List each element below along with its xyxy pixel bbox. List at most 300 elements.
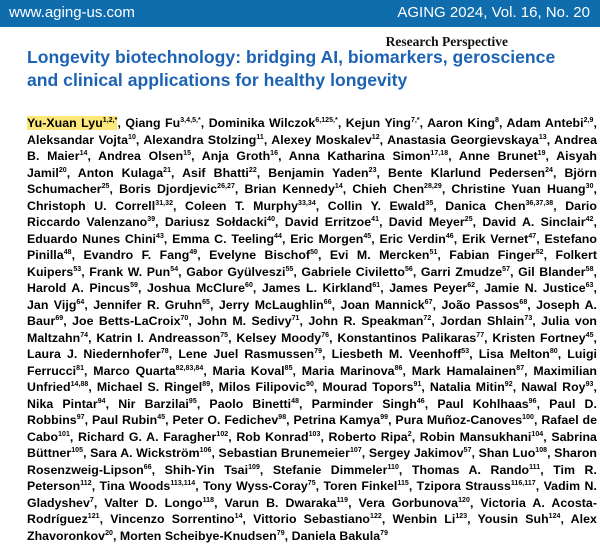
journal-header-bar <box>0 0 600 27</box>
author-affiliation: 123 <box>455 512 468 520</box>
author-name: Coleen T. Murphy <box>185 198 298 213</box>
author-entry <box>27 347 169 361</box>
author-entry <box>83 248 197 262</box>
author-entry <box>125 116 200 130</box>
author-affiliation: 35 <box>425 199 434 207</box>
author-name: Estefano Pinilla <box>27 231 597 262</box>
author-affiliation: 28,29 <box>424 182 442 190</box>
author-affiliation: 58 <box>585 265 594 273</box>
author-name: David A. Sinclair <box>482 215 586 229</box>
author-name: Alexey Moskalev <box>271 132 372 147</box>
author-name: Danica Chen <box>445 198 526 213</box>
author-name: Jennifer R. Gruhn <box>93 297 203 312</box>
author-affiliation: 44 <box>274 232 282 240</box>
author-entry <box>110 512 242 526</box>
author-affiliation: 89 <box>202 380 211 388</box>
author-entry <box>330 248 438 262</box>
author-entry <box>389 281 475 295</box>
author-entry <box>182 166 257 180</box>
author-affiliation: 107 <box>349 446 362 454</box>
author-name: Aaron King <box>427 116 496 130</box>
author-name: Christoph U. Correll <box>27 198 156 213</box>
author-entry <box>27 133 136 147</box>
author-name: Benjamin Yaden <box>268 165 369 180</box>
author-affiliation: 14 <box>334 182 343 190</box>
author-name: Eric Verdin <box>379 231 446 246</box>
author-affiliation: 93 <box>585 380 594 388</box>
author-affiliation: 7,* <box>410 116 420 124</box>
author-entry <box>225 496 349 510</box>
author-name: Frank W. Pun <box>89 264 171 279</box>
author-name: Maximilian Unfried <box>27 363 597 394</box>
author-affiliation: 6,125,* <box>315 116 338 124</box>
author-affiliation: 79 <box>314 347 323 355</box>
author-affiliation: 36,37,38 <box>525 199 554 207</box>
author-entry <box>389 215 473 229</box>
author-affiliation: 19 <box>537 149 546 157</box>
author-affiliation: 16 <box>270 149 279 157</box>
author-name: Evelyne Bischof <box>209 248 311 262</box>
author-affiliation: 7 <box>89 496 94 504</box>
author-entry <box>209 116 338 130</box>
author-name: Jan Vijg <box>27 297 77 312</box>
author-name: Aisyah Jamil <box>27 149 597 180</box>
author-entry <box>93 364 203 378</box>
author-name: Richard G. A. Faragher <box>77 429 217 444</box>
author-affiliation: 64 <box>76 298 85 306</box>
author-affiliation: 33,34 <box>298 199 316 207</box>
article-type: Research Perspective <box>385 34 508 49</box>
author-affiliation: 98 <box>278 413 287 421</box>
author-name: Bente Klarlund Pedersen <box>388 165 546 180</box>
author-entry <box>98 149 191 163</box>
author-affiliation: 45 <box>157 413 166 421</box>
author-affiliation: 111 <box>529 463 541 471</box>
author-entry <box>271 133 379 147</box>
author-affiliation: 72 <box>423 314 432 322</box>
author-affiliation: 26,27 <box>217 182 235 190</box>
author-name: John R. Speakman <box>308 314 424 328</box>
author-affiliation: 92 <box>504 380 513 388</box>
author-affiliation: 63 <box>585 281 594 289</box>
author-affiliation: 48 <box>291 397 300 405</box>
author-entry <box>197 314 299 328</box>
author-affiliation: 49 <box>189 248 198 256</box>
author-affiliation: 81 <box>76 364 85 372</box>
author-entry <box>445 199 553 213</box>
author-affiliation: 106 <box>199 446 212 454</box>
author-entry <box>143 133 263 147</box>
author-name: Alexandra Stolzing <box>143 132 257 147</box>
author-affiliation: 21 <box>163 166 172 174</box>
author-name: Lisa Melton <box>478 347 550 361</box>
author-name: Gabor Gyülveszi <box>186 264 286 279</box>
author-entry <box>27 397 106 411</box>
author-entry <box>262 281 380 295</box>
author-name: Anne Brunet <box>458 149 538 163</box>
author-name: Nika Pintar <box>27 396 98 411</box>
author-affiliation: 13 <box>538 133 547 141</box>
author-entry <box>430 380 513 394</box>
author-name: Qiang Fu <box>125 116 181 130</box>
author-affiliation: 90 <box>306 380 314 388</box>
author-name: Andrea B. Maier <box>27 132 597 163</box>
journal-citation: AGING 2024, Vol. 16, No. 20 <box>397 4 590 21</box>
author-affiliation: 62 <box>467 281 476 289</box>
author-entry <box>172 413 286 427</box>
author-name: Pura Muñoz-Canoves <box>395 413 523 427</box>
author-affiliation: 56 <box>404 265 413 273</box>
author-name: Paul Rubin <box>91 413 158 427</box>
author-name: James L. Kirkland <box>261 281 373 295</box>
author-affiliation: 120 <box>458 496 470 504</box>
author-affiliation: 52 <box>535 248 544 256</box>
author-entry <box>346 116 420 130</box>
author-name: Joshua McClure <box>146 281 245 295</box>
author-name: Anja Groth <box>201 149 271 163</box>
author-affiliation: 87 <box>516 364 525 372</box>
author-entry <box>427 116 499 130</box>
author-name: Jamie N. Justice <box>484 281 586 295</box>
author-entry <box>72 314 188 328</box>
author-name: Milos Filipovic <box>218 380 307 394</box>
author-affiliation: 119 <box>336 496 349 504</box>
author-name: Lene Juel Rasmussen <box>178 347 315 361</box>
author-name: Gabriele Civiletto <box>301 264 405 279</box>
author-name: Konstantinos Palikaras <box>337 330 477 345</box>
article-title: Longevity biotechnology: bridging AI, biomarkers, geroscience and clinical applications for healthy longevity <box>27 47 556 90</box>
author-name: João Passos <box>441 297 520 312</box>
author-name: Yu-Xuan Lyu <box>27 116 103 130</box>
author-entry <box>518 265 593 279</box>
author-entry <box>441 298 527 312</box>
author-affiliation: 65 <box>202 298 210 306</box>
author-name: Eduardo Nunes Chini <box>27 231 157 246</box>
author-name: Peter O. Fedichev <box>172 413 279 427</box>
author-entry <box>27 199 173 213</box>
author-affiliation: 113,114 <box>170 479 196 487</box>
author-name: Mourad Topors <box>322 380 414 394</box>
author-entry <box>27 116 117 130</box>
author-entry <box>412 463 540 477</box>
author-name: Roberto Ripa <box>328 429 408 444</box>
author-name: Evandro F. Fang <box>83 248 190 262</box>
author-name: Wenbin Li <box>392 512 456 526</box>
author-name: Asif Bhatti <box>182 165 249 180</box>
author-name: Jerry McLaughlin <box>218 297 324 312</box>
author-name: Paolo Binetti <box>209 396 292 411</box>
author-name: Victoria A. Acosta-Rodríguez <box>27 495 597 526</box>
author-affiliation: 39 <box>147 215 156 223</box>
author-entry <box>308 314 431 328</box>
author-affiliation: 46 <box>416 397 425 405</box>
author-affiliation: 1,2,* <box>102 116 118 124</box>
author-entry <box>459 149 546 163</box>
author-affiliation: 118 <box>202 496 215 504</box>
author-name: Björn Schumacher <box>27 165 597 196</box>
author-name: Petrina Kamya <box>293 413 381 427</box>
author-entry <box>219 446 362 460</box>
author-affiliation: 14,88 <box>70 380 89 388</box>
author-affiliation: 110 <box>387 463 399 471</box>
author-name: Anton Kulaga <box>77 165 164 180</box>
author-name: Stefanie Dimmeler <box>272 462 388 477</box>
author-entry <box>301 265 412 279</box>
author-name: Anna Katharina Simon <box>288 149 431 163</box>
author-affiliation: 55 <box>285 265 294 273</box>
author-name: Emma C. Teeling <box>172 231 275 246</box>
author-affiliation: 69 <box>55 314 64 322</box>
author-name: Chieh Chen <box>352 182 425 196</box>
author-name: Tony Wyss-Coray <box>203 479 308 493</box>
author-entry <box>165 463 260 477</box>
author-affiliation: 14 <box>234 512 243 520</box>
author-entry <box>213 364 293 378</box>
author-name: Andrea Olsen <box>98 149 184 163</box>
author-entry <box>440 314 532 328</box>
author-affiliation: 50 <box>310 248 318 256</box>
author-affiliation: 79 <box>276 529 285 537</box>
author-entry <box>482 215 593 229</box>
author-name: Vadim N. Gladyshev <box>27 479 597 510</box>
author-entry <box>209 397 299 411</box>
author-name: Shih-Yin Tsai <box>164 462 249 477</box>
author-name: Joseph A. Baur <box>27 297 598 328</box>
author-entry <box>100 479 196 493</box>
author-entry <box>78 430 228 444</box>
author-name: David Erritzoe <box>284 215 372 229</box>
author-entry <box>186 265 293 279</box>
author-name: Shan Luo <box>478 446 536 460</box>
author-name: Fabian Finger <box>449 248 536 262</box>
author-name: Morten Scheibye-Knudsen <box>119 528 277 543</box>
journal-website[interactable]: www.aging-us.com <box>9 4 135 21</box>
author-entry <box>253 512 382 526</box>
author-name: Kelsey Moody <box>236 330 322 345</box>
author-affiliation: 75 <box>220 331 229 339</box>
author-affiliation: 11 <box>256 133 264 141</box>
author-entry <box>209 248 318 262</box>
author-entry <box>352 182 441 196</box>
author-entry <box>219 380 314 394</box>
author-name: Tim R. Peterson <box>27 462 597 493</box>
author-name: Dario Riccardo Valenzano <box>27 198 597 229</box>
author-affiliation: 25 <box>464 215 473 223</box>
author-entry <box>492 331 593 345</box>
author-entry <box>451 182 593 196</box>
author-name: Rafael de Cabo <box>27 413 598 444</box>
author-entry <box>203 479 316 493</box>
author-affiliation: 104 <box>531 430 544 438</box>
author-affiliation: 20 <box>58 166 67 174</box>
author-name: Christine Yuan Huang <box>451 182 586 196</box>
author-name: Vincenzo Sorrentino <box>110 512 235 526</box>
author-entry <box>178 347 322 361</box>
author-affiliation: 43 <box>156 232 164 240</box>
author-entry <box>97 380 210 394</box>
author-name: Thomas A. Rando <box>411 462 530 477</box>
author-name: Harold A. Pincus <box>27 281 131 295</box>
author-name: Valter D. Longo <box>104 495 203 510</box>
author-affiliation: 51 <box>429 248 438 256</box>
author-name: Liesbeth M. Veenhoff <box>331 347 462 361</box>
author-entry <box>484 281 593 295</box>
author-entry <box>462 232 536 246</box>
author-name: Anastasia Georgievskaya <box>387 132 539 147</box>
author-entry <box>322 380 421 394</box>
author-entry <box>27 232 164 246</box>
author-entry <box>172 232 282 246</box>
author-name: Robin Mansukhani <box>419 429 532 444</box>
author-affiliation: 73 <box>524 314 533 322</box>
author-entry <box>421 265 510 279</box>
author-entry <box>521 380 593 394</box>
author-entry <box>420 430 543 444</box>
author-entry <box>479 347 558 361</box>
author-name: Sara A. Wickström <box>90 446 200 460</box>
author-entry <box>388 166 553 180</box>
author-entry <box>328 199 434 213</box>
author-name: Joan Mannick <box>340 297 425 312</box>
author-entry <box>341 298 433 312</box>
author-affiliation: 112 <box>80 479 92 487</box>
author-entry <box>478 512 561 526</box>
author-affiliation: 60 <box>245 281 253 289</box>
author-name: Tina Woods <box>99 479 171 493</box>
author-entry <box>165 215 275 229</box>
author-entry <box>147 281 253 295</box>
author-name: Dariusz Sołdacki <box>164 215 268 229</box>
author-affiliation: 82,83,84 <box>175 364 204 372</box>
author-entry <box>27 281 138 295</box>
author-affiliation: 101 <box>58 430 70 438</box>
author-name: Kejun Ying <box>345 116 411 130</box>
author-name: Joe Betts-LaCroix <box>72 314 181 328</box>
author-entry <box>118 397 197 411</box>
author-affiliation: 86 <box>394 364 403 372</box>
author-affiliation: 108 <box>535 446 548 454</box>
author-name: Brian Kennedy <box>244 182 335 196</box>
author-name: Gil Blander <box>518 264 586 279</box>
author-entry <box>236 430 320 444</box>
author-name: Boris Djordjevic <box>119 182 218 196</box>
author-affiliation: 103 <box>308 430 321 438</box>
author-name: Luigi Ferrucci <box>27 347 598 378</box>
author-entry <box>289 149 448 163</box>
author-entry <box>449 248 543 262</box>
author-affiliation: 54 <box>170 265 179 273</box>
author-affiliation: 24 <box>545 166 553 174</box>
author-affiliation: 77 <box>476 331 485 339</box>
author-entry <box>323 479 408 493</box>
author-affiliation: 85 <box>284 364 293 372</box>
author-entry <box>412 364 524 378</box>
author-affiliation: 10 <box>128 133 136 141</box>
author-affiliation: 23 <box>368 166 377 174</box>
author-affiliation: 99 <box>380 413 389 421</box>
author-affiliation: 66 <box>143 463 152 471</box>
author-entry <box>479 446 548 460</box>
author-affiliation: 45 <box>363 232 372 240</box>
author-name: Sergey Jakimov <box>368 446 464 460</box>
author-entry <box>329 430 412 444</box>
author-name: Laura J. Niedernhofer <box>27 347 161 361</box>
author-affiliation: 57 <box>463 446 472 454</box>
author-entry <box>78 166 171 180</box>
author-affiliation: 109 <box>248 463 260 471</box>
author-affiliation: 25 <box>101 182 110 190</box>
author-affiliation: 8 <box>495 116 499 124</box>
author-entry <box>395 413 534 427</box>
author-name: Nawal Roy <box>521 380 586 394</box>
author-affiliation: 102 <box>216 430 229 438</box>
author-name: Folkert Kuipers <box>27 248 597 279</box>
author-name: Rob Konrad <box>236 429 309 444</box>
author-name: Aleksandar Vojta <box>27 132 128 147</box>
author-entry <box>268 166 376 180</box>
author-affiliation: 22 <box>248 166 257 174</box>
author-name: Parminder Singh <box>311 396 417 411</box>
author-affiliation: 100 <box>522 413 535 421</box>
author-name: Mark Hamalainen <box>411 363 517 378</box>
author-affiliation: 15 <box>183 149 192 157</box>
author-affiliation: 41 <box>371 215 380 223</box>
author-name: Sharon Rosenzweig-Lipson <box>27 446 597 477</box>
author-affiliation: 66 <box>323 298 332 306</box>
author-name: Michael S. Ringel <box>96 380 203 394</box>
author-name: Yousin Suh <box>477 512 549 526</box>
author-affiliation: 31,32 <box>155 199 174 207</box>
author-name: James Peyer <box>389 281 468 295</box>
author-name: John M. Sedivy <box>197 314 292 328</box>
author-name: Katrin I. Andreasson <box>96 330 221 345</box>
author-entry <box>302 364 403 378</box>
author-affiliation: 53 <box>73 265 82 273</box>
author-entry <box>332 347 470 361</box>
author-name: Natalia Mitin <box>429 380 505 394</box>
author-name: Nir Barzilai <box>118 396 189 411</box>
author-affiliation: 30 <box>585 182 594 190</box>
author-name: Marco Quarta <box>93 363 176 378</box>
author-entry <box>236 331 329 345</box>
author-name: Paul Kohlhaas <box>437 396 529 411</box>
author-entry <box>185 199 316 213</box>
author-affiliation: 67 <box>424 298 433 306</box>
author-affiliation: 3,4,5,* <box>180 116 201 124</box>
author-entry <box>337 331 484 345</box>
author-name: David Meyer <box>388 215 465 229</box>
author-name: Varun B. Dwaraka <box>224 495 337 510</box>
author-entry <box>273 463 399 477</box>
author-affiliation: 91 <box>413 380 422 388</box>
author-name: Toren Finkel <box>323 479 398 493</box>
author-affiliation: 78 <box>160 347 169 355</box>
author-affiliation: 12 <box>371 133 380 141</box>
author-name: Collin Y. Ewald <box>327 198 426 213</box>
author-name: Sabrina Büttner <box>27 429 597 460</box>
author-name: Paul D. Robbins <box>27 396 598 427</box>
author-affiliation: 46 <box>445 232 454 240</box>
author-list: Yu-Xuan Lyu$^{1,2,*}$, Qiang $Fu^{3,4,5,*}$, Dominika Wilczok$^{6,125,*}$, Kejun Ying$^{7,*}$, Aaron King$^8$, Adam Antebi$^{2,9}$, Aleksandar Vojta$^{10}$, Alexandra Stolzing$^{11}$, Alexey Moskalev$^{12}$, Anastasia Georgievskaya$^{13}$, Andrea B. Maier$^{14}$, Andrea Olsen$^{15}$, Anja Groth$^{16}$, Anna Katharina Simon$^{17,18}$, Anne Brunet$^{19}$, Aisyah Jamil$^{20}$, Anton Kulaga$^{21}$, Asif Bhatti$^{22}$, Benjamin Yaden$^{23}$, Bente Klarlund Pedersen$^{24}$, Björn Schumacher$^{25}$, Boris Djordjevic$^{26,27}$, Brian Kennedy$^{14}$, Chieh Chen$^{28,29}$, Christine Yuan Huang$^{30}$, Christoph U. Correll$^{31,32}$, Coleen T. Murphy$^{33,34}$, Collin Y. Ewald$^{35}$, Danica Chen$^{36,37,38}$, Dario Riccardo Valenzano$^{39}$, Dariusz Sołdacki$^{40}$, David Erritzoe$^{41}$, David Meyer$^{25}$, David A. Sinclair$^{42}$, Eduardo Nunes Chini$^{43}$, Emma C. Teeling$^{44}$, Eric Morgen$^{45}$, Eric Verdin$^{46}$, Erik Vernet$^{47}$, Estefano Pinilla$^{48}$, Evandro F. Fang$^{49}$, Evelyne Bischof$^{50}$, Evi M. Mercken$^{51}$, Fabian Finger$^{52}$, Folkert Kuipers$^{53}$, Frank W. Pun$^{54}$, Gabor Gyülveszi$^{55}$, Gabriele Civiletto$^{56}$, Garri Zmudze$^{57}$, Gil Blander$^{58}$, Harold A. Pincus$^{59}$, Joshua McClure$^{60}$, James L. Kirkland$^{61}$, James Peyer$^{62}$, Jamie N. Justice$^{63}$, Jan Vijg$^{64}$, Jennifer R. Gruhn$^{65}$, Jerry McLaughlin$^{66}$, Joan Mannick$^{67}$, João Passos$^{68}$, Joseph A. Baur$^{69}$, Joe Betts-LaCroix$^{70}$, John M. Sedivy$^{71}$, John R. Speakman$^{72}$, Jordan Shlain$^{73}$, Julia von Maltzahn$^{74}$, Katrin I. Andreasson$^{75}$, Kelsey Moody$^{76}$, Konstantinos Palikaras$^{77}$, Kristen Fortney$^{45}$, Laura J. Niedernhofer$^{78}$, Lene Juel Rasmussen$^{79}$, Liesbeth M. Veenhoff$^{53}$, Lisa Melton$^{80}$, Luigi Ferrucci$^{81}$, Marco Quarta$^{82,83,84}$, Maria Koval$^{85}$, Maria Marinova$^{86}$, Mark Hamalainen$^{87}$, Maximilian Unfried$^{14,88}$, Michael S. Ringel$^{89}$, Milos Filipovic$^{90}$, Mourad Topors$^{91}$, Natalia Mitin$^{92}$, Nawal Roy$^{93}$, Nika Pintar$^{94}$, Nir Barzilai$^{95}$, Paolo Binetti$^{48}$, Parminder Singh$^{46}$, Paul Kohlhaas$^{96}$, Paul D. Robbins$^{97}$, Paul Rubin$^{45}$, Peter O. Fedichev$^{98}$, Petrina Kamya$^{99}$, Pura Muñoz-Canoves$^{100}$, Rafael de Cabo$^{101}$, Richard G. A. Faragher$^{102}$, Rob Konrad$^{103}$, Roberto Ripa$^2$, Robin Mansukhani$^{104}$, Sabrina Büttner$^{105}$, Sara A. Wickström$^{106}$, Sebastian Brunemeier$^{107}$, Sergey Jakimov$^{57}$, Shan Luo$^{108}$, Sharon Rosenzweig-Lipson$^{66}$, Shih-Yin Tsai$^{109}$, Stefanie Dimmeler$^{110}$, Thomas A. Rando$^{111}$, Tim R. Peterson$^{112}$, Tina Woods$^{113,114}$, Tony Wyss-Coray$^{75}$, Toren Finkel$^{115}$, Tzipora Strauss$^{116,117}$, Vadim N. Gladyshev$^7$, Valter D. Longo$^{118}$, Varun B. Dwaraka$^{119}$, Vera Gorbunova$^{120}$, Victoria A. Acosta-Rodríguez$^{121}$, Vincenzo Sorrentino$^{14}$, Vittorio Sebastiano$^{122}$, Wenbin Li$^{123}$, Yousin Suh$^{124}$, Alex Zhavoronkov$^{20}$, Morten Scheibye-Knudsen$^{79}$, Daniela Bakula$^{79}$ <box>27 116 598 543</box>
author-entry <box>90 446 211 460</box>
author-name: Sebastian Brunemeier <box>218 446 350 460</box>
author-entry <box>380 232 454 246</box>
author-entry <box>104 496 214 510</box>
author-name: Dominika Wilczok <box>208 116 316 130</box>
author-entry <box>93 298 210 312</box>
author-affiliation: 45 <box>585 331 594 339</box>
author-name: Erik Vernet <box>461 231 529 246</box>
